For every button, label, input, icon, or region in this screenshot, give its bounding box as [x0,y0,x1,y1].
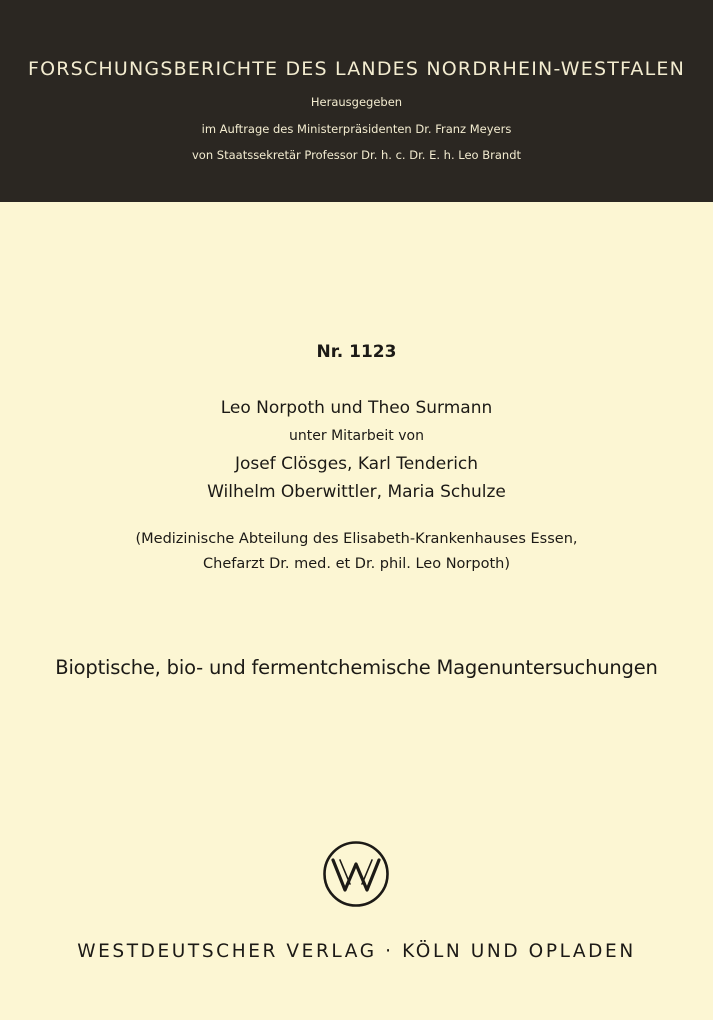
collaboration-label: unter Mitarbeit von [289,428,424,444]
header-band [0,0,713,202]
editor-line-ministerpraesident: im Auftrage des Ministerpräsidenten Dr. Franz Meyers [201,122,512,136]
publisher-name: WESTDEUTSCHER VERLAG · KÖLN UND OPLADEN [77,941,636,962]
institution-line-2: Chefarzt Dr. med. et Dr. phil. Leo Norpoth) [203,556,510,572]
collaborators-line-2: Wilhelm Oberwittler, Maria Schulze [207,482,506,502]
editor-line-herausgegeben: Herausgegeben [310,95,403,109]
editor-line-staatssekretaer: von Staatssekretär Professor Dr. h. c. Dr. E. h. Leo Brandt [192,148,521,162]
book-title: Bioptische, bio- und fermentchemische Magenuntersuchungen [55,656,658,679]
main-authors: Leo Norpoth und Theo Surmann [220,398,493,418]
volume-number: Nr. 1123 [316,342,397,362]
publisher-logo-icon [322,840,390,908]
collaborators-line-1: Josef Clösges, Karl Tenderich [234,454,479,474]
series-title: FORSCHUNGSBERICHTE DES LANDES NORDRHEIN-WESTFALEN [28,58,685,80]
institution-line-1: (Medizinische Abteilung des Elisabeth-Krankenhauses Essen, [135,531,578,547]
